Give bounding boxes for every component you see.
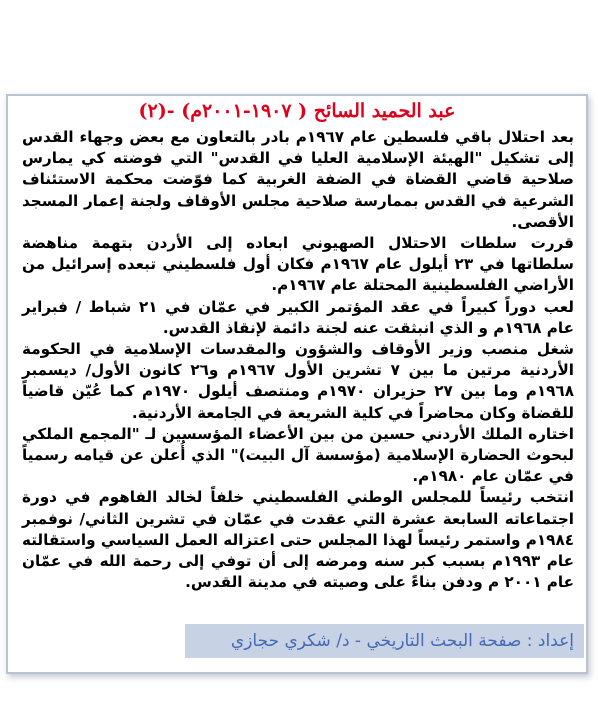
paragraph-6: انتخب رئيساً للمجلس الوطني الفلسطيني خلفاً لخالد الفاهوم في دورة اجتماعاته السابعة عشرة التي عقدت في عمّان في تشرين الثاني/ نوفمبر ١٩٨٤م واستمر رئيساً لهذا المجلس حتى اعتزاله العمل السياسي واستقالته عام ١٩٩٣م بسبب كبر سنه ومرضه إلى أن توفي إلى رحمة الله في عمّان عام ٢٠٠١ م ودفن بناءً على وصيته في مدينة القدس. — [22, 488, 575, 592]
author-credit-banner: إعداد : صفحة البحث التاريخي - د/ شكري حجازي — [185, 624, 584, 658]
paragraph-1: بعد احتلال باقي فلسطين عام ١٩٦٧م بادر بالتعاون مع بعض وجهاء القدس إلى تشكيل "الهيئة الإسلامية العليا في القدس" التي فوضته كي يمارس صلاحية قاضي القضاة في الضفة الغربية كما فوّضت محكمة الاستئناف الشرعية في القدس بممارسة صلاحية مجلس الأوقاف ولجنة إعمار المسجد الأقصى. — [22, 128, 574, 231]
paragraph-5: اختاره الملك الأردني حسين من بين الأعضاء المؤسسين لـ "المجمع الملكي لبحوث الحضارة الإسلامية (مؤسسة آل البيت)" الذي أُعلن عن قيامه رسمياً في عمّان عام ١٩٨٠م. — [22, 424, 574, 486]
paragraph-3: لعب دوراً كبيراً في عقد المؤتمر الكبير في عمّان في ٢١ شباط / فبراير عام ١٩٦٨م و الذي انبثقت عنه لجنة دائمة لإنقاذ القدس. — [22, 297, 575, 337]
article-card — [6, 94, 588, 674]
paragraph-4: شغل منصب وزير الأوقاف والشؤون والمقدسات الإسلامية في الحكومة الأردنية مرتين ما بين ٧ تشرين الأول ١٩٦٧م و٢٦ كانون الأول/ ديسمبر ١٩٦٨م وما بين ٢٧ حزيران ١٩٧٠م ومنتصف أيلول ١٩٧٠م كما عُيّن قاضياً للقضاة وكان محاضراً في كلية الشريعة في الجامعة الأردنية. — [22, 340, 575, 422]
article-title: عبد الحميد السائح ( ١٩٠٧-٢٠٠١م) -(٢) — [138, 100, 456, 122]
article-body — [22, 127, 574, 593]
paragraph-2: قررت سلطات الاحتلال الصهيوني ابعاده إلى الأردن بتهمة مناهضة سلطاتها في ٢٣ أيلول عام ١٩٦٧م فكان أول فلسطيني تبعده إسرائيل من الأراضي الفلسطينية المحتلة عام ١٩٦٧م. — [22, 234, 574, 295]
